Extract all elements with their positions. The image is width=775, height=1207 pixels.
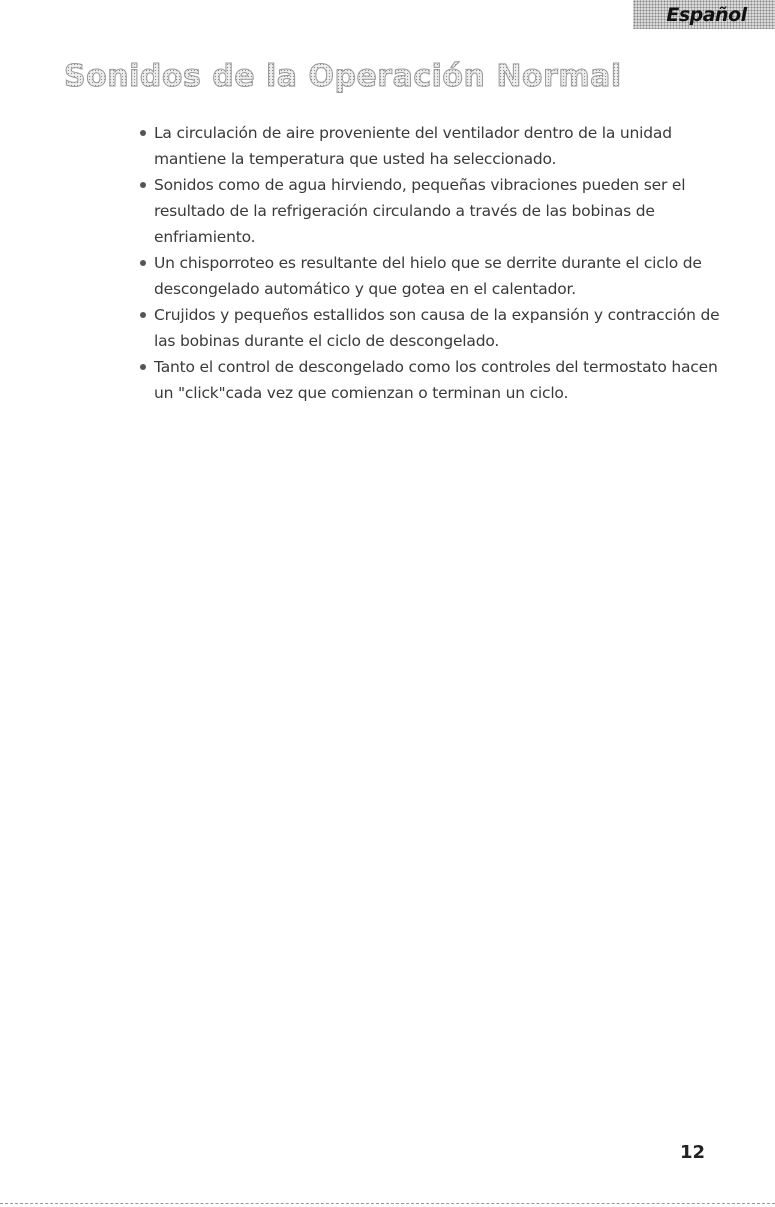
language-tab-label: Español [666,3,747,26]
list-item [140,120,720,172]
page-title: Sonidos de la Operación Normal [64,57,622,97]
list-item [140,250,720,302]
list-item [140,302,720,354]
list-item-text: Un chisporroteo es resultante del hielo que se derrite durante el ciclo de descongelado automático y que gotea en el calentador. [154,254,702,298]
page-number: 12 [680,1142,706,1163]
bullet-icon [140,260,146,266]
list-item-text: La circulación de aire proveniente del ventilador dentro de la unidad mantiene la temperatura que usted ha seleccionado. [154,124,672,168]
bullet-icon [140,130,146,136]
bullet-icon [140,364,146,370]
list-item-text: Sonidos como de agua hirviendo, pequeñas vibraciones pueden ser el resultado de la refrigeración circulando a través de las bobinas de enfriamiento. [154,176,686,246]
normal-sounds-list [140,120,720,406]
bullet-icon [140,312,146,318]
bottom-divider [0,1203,775,1204]
list-item-text: Crujidos y pequeños estallidos son causa de la expansión y contracción de las bobinas durante el ciclo de descongelado. [154,306,720,350]
list-item [140,354,720,406]
bullet-icon [140,182,146,188]
language-tab [633,0,775,29]
list-item-text: Tanto el control de descongelado como los controles del termostato hacen un "click"cada vez que comienzan o terminan un ciclo. [154,358,718,402]
list-item [140,172,720,250]
